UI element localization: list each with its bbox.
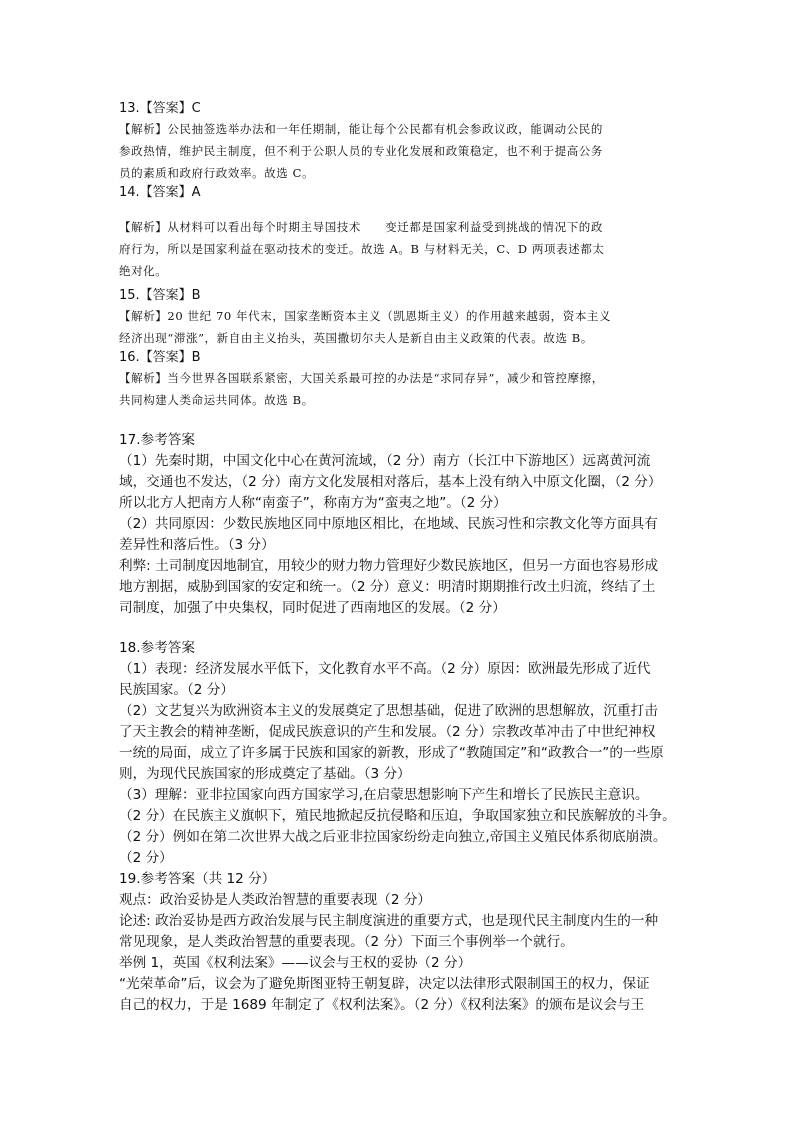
q18-section [119,638,694,869]
q18-heading: 18.参考答案 [119,640,195,656]
q18-line: （2 分） [119,850,173,866]
q17-line: （2）共同原因：少数民族地区同中原地区相比，在地域、民族习性和宗教文化等方面具有 [119,516,658,532]
q18-line: （2 分）例如在第二次世界大战之后亚非拉国家纷纷走向独立,帝国主义殖民体系彻底崩溃。 [119,829,667,845]
q15-explanation-line-1: 【解析】20 世纪 70 年代末，国家垄断资本主义（凯恩斯主义）的作用越来越弱，资本主义 [119,309,612,323]
q18-line: （2）文艺复兴为欧洲资本主义的发展奠定了思想基础，促进了欧洲的思想解放，沉重打击 [119,703,658,719]
q17-line: 地方割据，威胁到国家的安定和统一。（2 分）意义：明清时期期推行改土归流，终结了土 [119,579,656,595]
q13-explanation-line-2: 参政热情，维护民主制度，但不利于公职人员的专业化发展和政策稳定，也不利于提高公务 [119,144,603,158]
q17-line: 域，交通也不发达，（2 分）南方文化发展相对落后，基本上没有纳入中原文化圈，（2 分） [119,474,662,490]
q19-line: “光荣革命”后，议会为了避免斯图亚特王朝复辟，决定以法律形式限制国王的权力，保证 [119,976,650,992]
q18-line: （1）表现：经济发展水平低下，文化教育水平不高。（2 分）原因：欧洲最先形成了近代 [119,661,651,677]
q14-explanation-line-3: 绝对化。 [119,264,168,278]
q19-line: 观点：政治妥协是人类政治智慧的重要表现（2 分） [119,892,432,908]
q13-explanation-line-3: 员的素质和政府行政效率。故选 C。 [119,166,315,180]
q19-section [119,869,694,1016]
q17-line: （1）先秦时期，中国文化中心在黄河流域，（2 分）南方（长江中下游地区）远离黄河流 [119,453,651,469]
q13-section [119,100,679,184]
q15-answer: 15.【答案】B [119,288,201,303]
q17-line: 差异性和落后性。（3 分） [119,537,275,553]
q16-explanation-line-2: 共同构建人类命运共同体。故选 B。 [119,393,314,407]
q18-line: 一统的局面，成立了许多属于民族和国家的新教，形成了“教随国定”和“政教合一”的一些原 [119,745,664,761]
q16-explanation-line-1: 【解析】当今世界各国联系紧密，大国关系最可控的办法是“求同存异”，减少和管控摩擦， [119,371,604,385]
q14-explanation [119,216,679,282]
q19-line: 自己的权力，于是 1689 年制定了《权利法案》。（2 分）《权利法案》的颁布是议会与王 [119,997,645,1013]
q18-line: 民族国家。（2 分） [119,682,234,698]
q17-line: 司制度，加强了中央集权，同时促进了西南地区的发展。（2 分） [119,600,506,616]
q18-line: 则，为现代民族国家的形成奠定了基础。（3 分） [119,766,411,782]
q13-answer: 13.【答案】C [119,101,201,116]
q14-answer: 14.【答案】A [119,185,201,200]
q13-explanation-line-1: 【解析】公民抽签选举办法和一年任期制，能让每个公民都有机会参政议政，能调动公民的 [119,122,603,136]
q15-section [119,287,679,349]
q14-section [119,184,679,202]
q16-answer: 16.【答案】B [119,350,201,365]
q15-explanation-line-2: 经济出现“滞涨”，新自由主义抬头，英国撒切尔夫人是新自由主义政策的代表。故选 B。 [119,331,593,345]
q17-line: 所以北方人把南方人称“南蛮子”，称南方为“蛮夷之地”。（2 分） [119,495,507,511]
q19-line: 论述: 政治妥协是西方政治发展与民主制度演进的重要方式，也是现代民主制度内生的一种 [119,913,659,929]
q18-line: 了天主教会的精神垄断，促成民族意识的产生和发展。（2 分）宗教改革冲击了中世纪神权 [119,724,656,740]
q17-section [119,430,694,619]
q18-line: （2 分）在民族主义旗帜下，殖民地掀起反抗侵略和压迫，争取国家独立和民族解放的斗争。 [119,808,676,824]
q16-section [119,349,679,411]
q18-line: （3）理解：亚非拉国家向西方国家学习,在启蒙思想影响下产生和增长了民族民主意识。 [119,787,649,803]
q19-line: 举例 1，英国《权利法案》——议会与王权的妥协（2 分） [119,955,472,971]
q19-line: 常见现象，是人类政治智慧的重要表现。（2 分）下面三个事例举一个就行。 [119,934,574,950]
q14-explanation-line-2: 府行为，所以是国家利益在驱动技术的变迁。故选 A。B 与材料无关，C、D 两项表述都太 [119,242,605,256]
q17-heading: 17.参考答案 [119,432,195,448]
q14-explanation-line-1: 【解析】从材料可以看出每个时期主导国技术 变迁都是国家利益受到挑战的情况下的政 [119,220,603,234]
q19-heading: 19.参考答案（共 12 分） [119,871,276,887]
q17-line: 利弊: 土司制度因地制宜，用较少的财力物力管理好少数民族地区，但另一方面也容易形成 [119,558,659,574]
